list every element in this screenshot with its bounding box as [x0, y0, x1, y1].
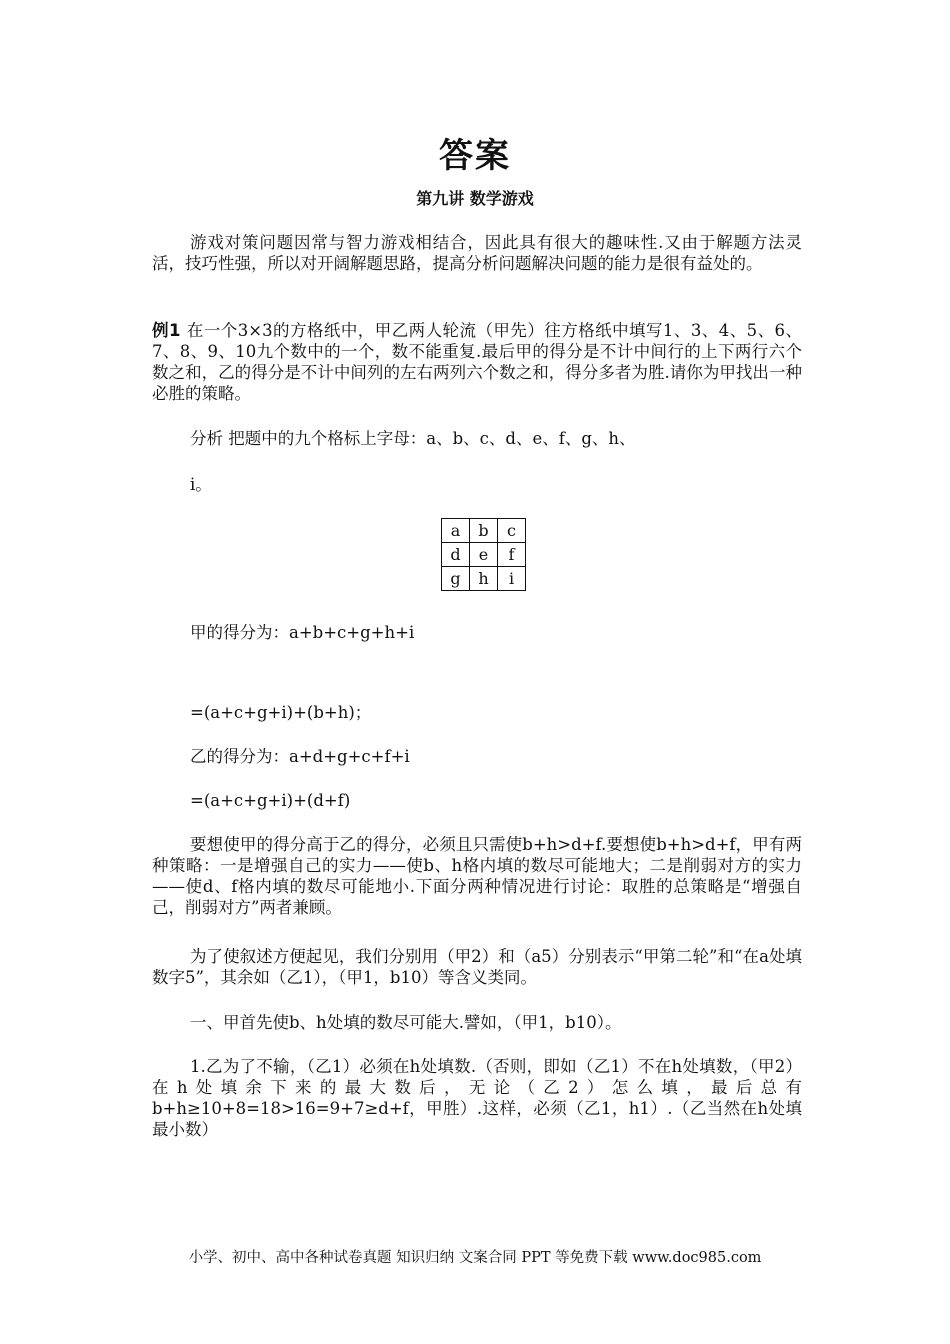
- grid-cell: e: [470, 543, 498, 567]
- grid-row: [442, 543, 526, 567]
- page-footer: 小学、初中、高中各种试卷真题 知识归纳 文案合同 PPT 等免费下载 www.doc985.com: [188, 1250, 762, 1266]
- example-text: 在一个3×3的方格纸中，甲乙两人轮流（甲先）往方格纸中填写1、3、4、5、6、7、8、9、10九个数中的一个，数不能重复.最后甲的得分是不计中间行的上下两行六个数之和，乙的得分是不计中间列的左右两列六个数之和，得分多者为胜.请你为甲找出一种必胜的策略。: [152, 321, 802, 403]
- strategy-paragraph: 要想使甲的得分高于乙的得分，必须且只需使b+h>d+f.要想使b+h>d+f，甲有两种策略：一是增强自己的实力——使b、h格内填的数尽可能地大；二是削弱对方的实力——使d、f格内填的数尽可能地小.下面分两种情况进行讨论：取胜的总策略是“增强自己，削弱对方”两者兼顾。: [152, 835, 802, 917]
- grid-cell: a: [442, 519, 470, 543]
- grid-cell: b: [470, 519, 498, 543]
- page-title: 答案: [439, 136, 511, 176]
- letter-grid: [441, 518, 526, 591]
- yi-score-line: 乙的得分为：a+d+g+c+f+i: [190, 747, 410, 766]
- lecture-subtitle: 第九讲 数学游戏: [416, 189, 534, 208]
- point-one-paragraph: 1.乙为了不输，（乙1）必须在h处填数.（否则，即如（乙1）不在h处填数，（甲2）在h处填余下来的最大数后，无论（乙2）怎么填，最后总有b+h≥10+8=18>16=9+7≥d+f，甲胜）.这样，必须（乙1，h1）.（乙当然在h处填最小数）: [152, 1057, 802, 1139]
- grid-cell: g: [442, 567, 470, 591]
- grid-cell: i: [498, 567, 526, 591]
- example-paragraph: [152, 320, 802, 404]
- grid-row: [442, 567, 526, 591]
- case-one-heading: 一、甲首先使b、h处填的数尽可能大.譬如，（甲1，b10）。: [190, 1013, 622, 1032]
- jia-score-line: 甲的得分为：a+b+c+g+h+i: [190, 623, 415, 642]
- yi-score-equation: =(a+c+g+i)+(d+f): [190, 791, 351, 810]
- grid-cell: f: [498, 543, 526, 567]
- analysis-line: 分析 把题中的九个格标上字母：a、b、c、d、e、f、g、h、: [190, 429, 636, 448]
- jia-score-equation: =(a+c+g+i)+(b+h)；: [190, 703, 372, 722]
- grid-cell: h: [470, 567, 498, 591]
- notation-paragraph: 为了使叙述方便起见，我们分别用（甲2）和（a5）分别表示“甲第二轮”和“在a处填数字5”，其余如（乙1），（甲1，b10）等含义类同。: [152, 947, 802, 987]
- grid-row: [442, 519, 526, 543]
- example-label: 例1: [152, 321, 181, 340]
- grid-cell: d: [442, 543, 470, 567]
- intro-paragraph: 游戏对策问题因常与智力游戏相结合，因此具有很大的趣味性.又由于解题方法灵活，技巧性强，所以对开阔解题思路，提高分析问题解决问题的能力是很有益处的。: [152, 233, 802, 273]
- grid-cell: c: [498, 519, 526, 543]
- analysis-continuation: i。: [190, 475, 212, 494]
